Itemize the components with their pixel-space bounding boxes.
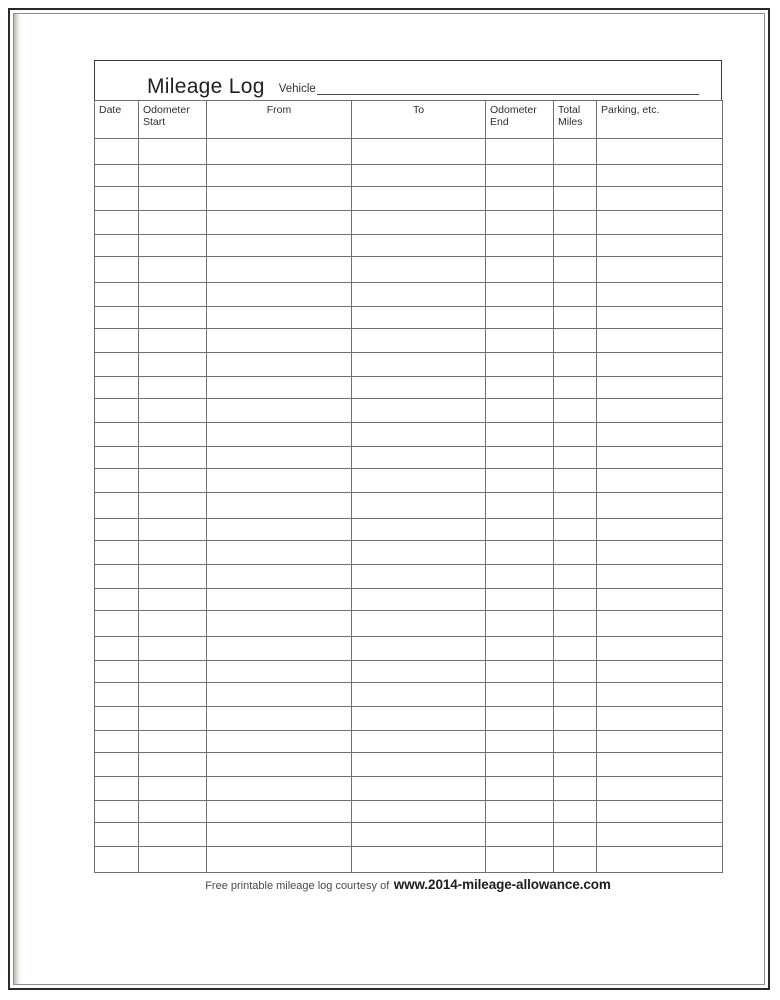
cell-total_miles[interactable] (554, 611, 597, 637)
cell-parking[interactable] (597, 469, 723, 493)
cell-to[interactable] (352, 683, 486, 707)
cell-total_miles[interactable] (554, 823, 597, 847)
cell-total_miles[interactable] (554, 493, 597, 519)
cell-to[interactable] (352, 823, 486, 847)
cell-total_miles[interactable] (554, 187, 597, 211)
cell-from[interactable] (207, 257, 352, 283)
cell-parking[interactable] (597, 589, 723, 611)
cell-odometer_end[interactable] (486, 777, 554, 801)
cell-odometer_start[interactable] (139, 187, 207, 211)
cell-total_miles[interactable] (554, 637, 597, 661)
table-row[interactable] (95, 399, 723, 423)
cell-odometer_end[interactable] (486, 211, 554, 235)
cell-total_miles[interactable] (554, 541, 597, 565)
cell-to[interactable] (352, 165, 486, 187)
cell-to[interactable] (352, 801, 486, 823)
cell-parking[interactable] (597, 637, 723, 661)
cell-odometer_start[interactable] (139, 257, 207, 283)
cell-total_miles[interactable] (554, 589, 597, 611)
table-row[interactable] (95, 307, 723, 329)
cell-odometer_start[interactable] (139, 823, 207, 847)
title-bar (94, 60, 722, 100)
table-row[interactable] (95, 283, 723, 307)
cell-to[interactable] (352, 307, 486, 329)
cell-to[interactable] (352, 637, 486, 661)
cell-from[interactable] (207, 611, 352, 637)
cell-parking[interactable] (597, 753, 723, 777)
table-row[interactable] (95, 187, 723, 211)
cell-odometer_start[interactable] (139, 211, 207, 235)
cell-to[interactable] (352, 777, 486, 801)
cell-total_miles[interactable] (554, 469, 597, 493)
column-header-odometer-start-line2: Start (143, 116, 166, 129)
cell-parking[interactable] (597, 823, 723, 847)
cell-to[interactable] (352, 257, 486, 283)
column-header-from: From (207, 101, 352, 139)
cell-total_miles[interactable] (554, 753, 597, 777)
cell-date[interactable] (95, 399, 139, 423)
vehicle-input-line[interactable] (317, 83, 699, 95)
cell-odometer_start[interactable] (139, 847, 207, 873)
cell-date[interactable] (95, 469, 139, 493)
cell-total_miles[interactable] (554, 519, 597, 541)
cell-odometer_start[interactable] (139, 519, 207, 541)
cell-date[interactable] (95, 731, 139, 753)
column-header-odometer-end-line2: End (490, 116, 509, 129)
table-row[interactable] (95, 519, 723, 541)
cell-odometer_start[interactable] (139, 565, 207, 589)
table-row[interactable] (95, 589, 723, 611)
cell-from[interactable] (207, 823, 352, 847)
cell-total_miles[interactable] (554, 661, 597, 683)
cell-odometer_end[interactable] (486, 847, 554, 873)
cell-odometer_start[interactable] (139, 139, 207, 165)
cell-from[interactable] (207, 801, 352, 823)
cell-odometer_end[interactable] (486, 447, 554, 469)
vehicle-field[interactable] (279, 83, 711, 97)
cell-parking[interactable] (597, 139, 723, 165)
cell-total_miles[interactable] (554, 565, 597, 589)
cell-odometer_start[interactable] (139, 637, 207, 661)
cell-odometer_end[interactable] (486, 377, 554, 399)
cell-to[interactable] (352, 329, 486, 353)
cell-to[interactable] (352, 235, 486, 257)
cell-date[interactable] (95, 165, 139, 187)
cell-parking[interactable] (597, 801, 723, 823)
cell-to[interactable] (352, 353, 486, 377)
vehicle-label: Vehicle (278, 83, 316, 95)
cell-from[interactable] (207, 661, 352, 683)
cell-odometer_end[interactable] (486, 565, 554, 589)
cell-date[interactable] (95, 235, 139, 257)
cell-date[interactable] (95, 307, 139, 329)
cell-from[interactable] (207, 187, 352, 211)
cell-date[interactable] (95, 187, 139, 211)
cell-odometer_end[interactable] (486, 707, 554, 731)
table-header-row (95, 101, 723, 139)
cell-from[interactable] (207, 519, 352, 541)
footer-url[interactable]: www.2014-mileage-allowance.com (393, 877, 611, 892)
cell-parking[interactable] (597, 257, 723, 283)
cell-parking[interactable] (597, 847, 723, 873)
cell-odometer_end[interactable] (486, 637, 554, 661)
cell-odometer_start[interactable] (139, 469, 207, 493)
cell-odometer_start[interactable] (139, 777, 207, 801)
cell-to[interactable] (352, 589, 486, 611)
cell-date[interactable] (95, 661, 139, 683)
cell-odometer_end[interactable] (486, 283, 554, 307)
cell-parking[interactable] (597, 447, 723, 469)
table-row[interactable] (95, 731, 723, 753)
cell-odometer_end[interactable] (486, 731, 554, 753)
cell-total_miles[interactable] (554, 447, 597, 469)
cell-to[interactable] (352, 399, 486, 423)
column-header-odometer-end-line1: Odometer (490, 104, 537, 116)
cell-from[interactable] (207, 565, 352, 589)
cell-date[interactable] (95, 211, 139, 235)
mileage-log-table (94, 100, 723, 873)
cell-date[interactable] (95, 589, 139, 611)
cell-odometer_end[interactable] (486, 399, 554, 423)
table-row[interactable] (95, 235, 723, 257)
cell-to[interactable] (352, 469, 486, 493)
cell-odometer_end[interactable] (486, 801, 554, 823)
cell-date[interactable] (95, 257, 139, 283)
cell-odometer_end[interactable] (486, 683, 554, 707)
cell-total_miles[interactable] (554, 211, 597, 235)
cell-parking[interactable] (597, 541, 723, 565)
cell-odometer_end[interactable] (486, 541, 554, 565)
cell-to[interactable] (352, 731, 486, 753)
cell-odometer_start[interactable] (139, 707, 207, 731)
table-row[interactable] (95, 611, 723, 637)
cell-odometer_start[interactable] (139, 307, 207, 329)
cell-from[interactable] (207, 707, 352, 731)
cell-from[interactable] (207, 377, 352, 399)
table-row[interactable] (95, 847, 723, 873)
cell-parking[interactable] (597, 493, 723, 519)
cell-odometer_start[interactable] (139, 165, 207, 187)
cell-odometer_end[interactable] (486, 589, 554, 611)
cell-odometer_start[interactable] (139, 801, 207, 823)
cell-parking[interactable] (597, 283, 723, 307)
cell-odometer_start[interactable] (139, 399, 207, 423)
cell-odometer_end[interactable] (486, 753, 554, 777)
cell-date[interactable] (95, 493, 139, 519)
table-row[interactable] (95, 353, 723, 377)
table-row[interactable] (95, 541, 723, 565)
column-header-total-miles-line2: Miles (558, 116, 583, 129)
cell-from[interactable] (207, 139, 352, 165)
column-header-total-miles-line1: Total (558, 104, 581, 116)
cell-to[interactable] (352, 377, 486, 399)
table-row[interactable] (95, 777, 723, 801)
cell-from[interactable] (207, 847, 352, 873)
cell-to[interactable] (352, 661, 486, 683)
cell-parking[interactable] (597, 423, 723, 447)
cell-to[interactable] (352, 283, 486, 307)
cell-odometer_start[interactable] (139, 731, 207, 753)
mileage-log-sheet (94, 60, 722, 873)
cell-parking[interactable] (597, 307, 723, 329)
cell-to[interactable] (352, 187, 486, 211)
cell-date[interactable] (95, 611, 139, 637)
scanned-page-frame (8, 8, 770, 990)
cell-to[interactable] (352, 565, 486, 589)
table-row[interactable] (95, 565, 723, 589)
cell-parking[interactable] (597, 329, 723, 353)
scanned-page-inner-border (13, 13, 765, 985)
cell-total_miles[interactable] (554, 801, 597, 823)
cell-date[interactable] (95, 423, 139, 447)
cell-odometer_end[interactable] (486, 307, 554, 329)
cell-odometer_end[interactable] (486, 187, 554, 211)
cell-from[interactable] (207, 165, 352, 187)
table-row[interactable] (95, 329, 723, 353)
cell-total_miles[interactable] (554, 683, 597, 707)
scan-edge-shadow (14, 14, 21, 984)
cell-date[interactable] (95, 283, 139, 307)
cell-odometer_start[interactable] (139, 661, 207, 683)
cell-odometer_end[interactable] (486, 469, 554, 493)
cell-date[interactable] (95, 753, 139, 777)
table-row[interactable] (95, 661, 723, 683)
table-row[interactable] (95, 377, 723, 399)
column-header-odometer-start (139, 101, 207, 139)
table-row[interactable] (95, 469, 723, 493)
cell-to[interactable] (352, 847, 486, 873)
cell-total_miles[interactable] (554, 235, 597, 257)
cell-parking[interactable] (597, 661, 723, 683)
cell-odometer_end[interactable] (486, 661, 554, 683)
cell-from[interactable] (207, 637, 352, 661)
cell-odometer_end[interactable] (486, 611, 554, 637)
cell-date[interactable] (95, 353, 139, 377)
cell-to[interactable] (352, 139, 486, 165)
cell-date[interactable] (95, 565, 139, 589)
cell-odometer_start[interactable] (139, 377, 207, 399)
cell-odometer_end[interactable] (486, 353, 554, 377)
cell-from[interactable] (207, 493, 352, 519)
cell-date[interactable] (95, 707, 139, 731)
cell-from[interactable] (207, 283, 352, 307)
cell-odometer_start[interactable] (139, 541, 207, 565)
cell-total_miles[interactable] (554, 777, 597, 801)
cell-from[interactable] (207, 399, 352, 423)
cell-to[interactable] (352, 447, 486, 469)
cell-from[interactable] (207, 753, 352, 777)
cell-odometer_end[interactable] (486, 493, 554, 519)
cell-total_miles[interactable] (554, 847, 597, 873)
cell-date[interactable] (95, 777, 139, 801)
cell-to[interactable] (352, 493, 486, 519)
cell-parking[interactable] (597, 519, 723, 541)
cell-odometer_start[interactable] (139, 753, 207, 777)
cell-odometer_end[interactable] (486, 823, 554, 847)
cell-from[interactable] (207, 353, 352, 377)
cell-total_miles[interactable] (554, 283, 597, 307)
cell-date[interactable] (95, 329, 139, 353)
cell-to[interactable] (352, 423, 486, 447)
column-header-to: To (352, 101, 486, 139)
column-header-odometer-end (486, 101, 554, 139)
cell-from[interactable] (207, 589, 352, 611)
column-header-total-miles (554, 101, 597, 139)
table-row[interactable] (95, 257, 723, 283)
cell-parking[interactable] (597, 611, 723, 637)
cell-date[interactable] (95, 377, 139, 399)
cell-parking[interactable] (597, 777, 723, 801)
cell-parking[interactable] (597, 399, 723, 423)
page-title: Mileage Log (147, 75, 265, 98)
cell-parking[interactable] (597, 731, 723, 753)
cell-odometer_end[interactable] (486, 519, 554, 541)
cell-to[interactable] (352, 707, 486, 731)
cell-to[interactable] (352, 519, 486, 541)
cell-odometer_start[interactable] (139, 353, 207, 377)
cell-total_miles[interactable] (554, 707, 597, 731)
cell-to[interactable] (352, 611, 486, 637)
cell-odometer_end[interactable] (486, 139, 554, 165)
cell-total_miles[interactable] (554, 139, 597, 165)
cell-parking[interactable] (597, 353, 723, 377)
cell-parking[interactable] (597, 187, 723, 211)
table-row[interactable] (95, 493, 723, 519)
cell-odometer_start[interactable] (139, 423, 207, 447)
table-row[interactable] (95, 801, 723, 823)
table-row[interactable] (95, 823, 723, 847)
cell-total_miles[interactable] (554, 353, 597, 377)
cell-total_miles[interactable] (554, 377, 597, 399)
column-header-date: Date (95, 101, 139, 139)
cell-odometer_end[interactable] (486, 257, 554, 283)
cell-from[interactable] (207, 423, 352, 447)
table-row[interactable] (95, 683, 723, 707)
cell-date[interactable] (95, 541, 139, 565)
cell-to[interactable] (352, 211, 486, 235)
cell-odometer_start[interactable] (139, 611, 207, 637)
cell-parking[interactable] (597, 211, 723, 235)
cell-date[interactable] (95, 139, 139, 165)
cell-date[interactable] (95, 519, 139, 541)
table-body (95, 139, 723, 873)
cell-from[interactable] (207, 447, 352, 469)
table-row[interactable] (95, 447, 723, 469)
cell-from[interactable] (207, 235, 352, 257)
cell-from[interactable] (207, 683, 352, 707)
footer-note: Free printable mileage log courtesy of (205, 880, 390, 892)
cell-parking[interactable] (597, 565, 723, 589)
cell-to[interactable] (352, 753, 486, 777)
cell-from[interactable] (207, 329, 352, 353)
cell-date[interactable] (95, 447, 139, 469)
cell-odometer_start[interactable] (139, 683, 207, 707)
cell-parking[interactable] (597, 165, 723, 187)
cell-odometer_start[interactable] (139, 447, 207, 469)
table-row[interactable] (95, 165, 723, 187)
cell-date[interactable] (95, 683, 139, 707)
cell-date[interactable] (95, 823, 139, 847)
column-header-odometer-start-line1: Odometer (143, 104, 190, 116)
cell-date[interactable] (95, 801, 139, 823)
cell-to[interactable] (352, 541, 486, 565)
cell-parking[interactable] (597, 235, 723, 257)
cell-from[interactable] (207, 307, 352, 329)
cell-odometer_start[interactable] (139, 493, 207, 519)
cell-odometer_start[interactable] (139, 283, 207, 307)
cell-parking[interactable] (597, 707, 723, 731)
table-row[interactable] (95, 211, 723, 235)
cell-parking[interactable] (597, 377, 723, 399)
cell-total_miles[interactable] (554, 399, 597, 423)
cell-total_miles[interactable] (554, 257, 597, 283)
cell-odometer_end[interactable] (486, 235, 554, 257)
cell-from[interactable] (207, 469, 352, 493)
table-row[interactable] (95, 707, 723, 731)
cell-total_miles[interactable] (554, 165, 597, 187)
column-header-parking: Parking, etc. (597, 101, 723, 139)
cell-total_miles[interactable] (554, 329, 597, 353)
cell-from[interactable] (207, 541, 352, 565)
cell-parking[interactable] (597, 683, 723, 707)
cell-odometer_start[interactable] (139, 235, 207, 257)
cell-odometer_end[interactable] (486, 423, 554, 447)
cell-odometer_start[interactable] (139, 589, 207, 611)
cell-date[interactable] (95, 637, 139, 661)
table-row[interactable] (95, 139, 723, 165)
cell-odometer_end[interactable] (486, 165, 554, 187)
cell-odometer_end[interactable] (486, 329, 554, 353)
cell-from[interactable] (207, 731, 352, 753)
table-row[interactable] (95, 423, 723, 447)
cell-total_miles[interactable] (554, 731, 597, 753)
cell-date[interactable] (95, 847, 139, 873)
cell-total_miles[interactable] (554, 307, 597, 329)
cell-from[interactable] (207, 777, 352, 801)
table-row[interactable] (95, 753, 723, 777)
table-row[interactable] (95, 637, 723, 661)
footer (94, 876, 722, 894)
cell-from[interactable] (207, 211, 352, 235)
cell-odometer_start[interactable] (139, 329, 207, 353)
cell-total_miles[interactable] (554, 423, 597, 447)
